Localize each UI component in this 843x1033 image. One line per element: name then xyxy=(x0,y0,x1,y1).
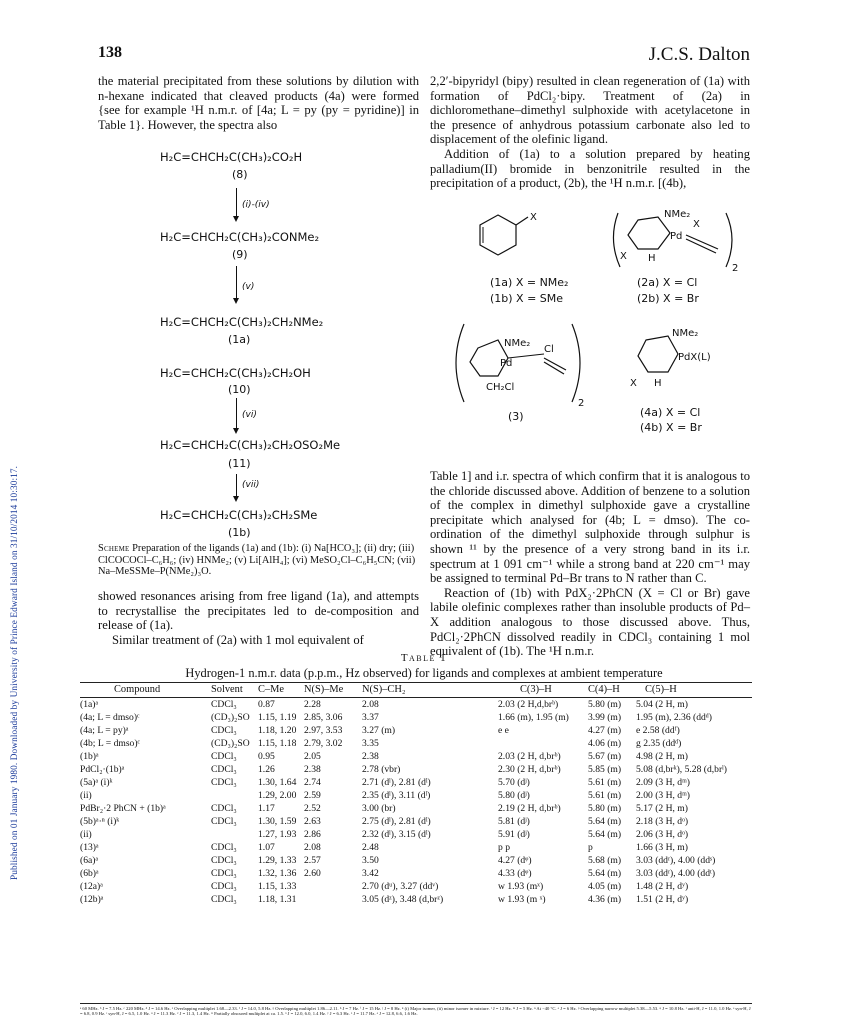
compound-9-formula: H₂C=CHCH₂C(CH₃)₂CONMe₂ xyxy=(160,230,320,244)
structure-2-drawing xyxy=(608,205,748,275)
structure-2-atom-2: 2 xyxy=(732,263,739,274)
scheme-caption-text: Preparation of the ligands (1a) and (1b): (i) Na[HCO₃]; (ii) dry; (iii) ClCOCOCl–C₆H₆; (iv) HNMe₂; (v) Li[AlH₄]; (vi) MeSO₂Cl–C₆H₅CN; (vii) Na–MeSSMe–P(NMe₂)₃O. xyxy=(98,543,416,578)
table-cell: (CD₃)₂SO xyxy=(211,712,250,723)
compound-8-formula: H₂C=CHCH₂C(CH₃)₂CO₂H xyxy=(160,150,303,164)
table-cell: (4a; L = py)ᵃ xyxy=(80,725,129,736)
table-rule-bottom xyxy=(80,1003,752,1004)
scheme-step-4: (vii) xyxy=(242,480,260,490)
structure-4-atom-pdxl: PdX(L) xyxy=(678,352,711,363)
structure-2-bracket-right xyxy=(726,213,732,267)
table-cell: 1.48 (2 H, dʸ) xyxy=(636,881,689,892)
structure-2-label-b: (2b) X = Br xyxy=(637,292,699,305)
structure-2-atom-h: H xyxy=(648,253,656,264)
scheme-caption xyxy=(98,543,419,578)
compound-10-formula: H₂C=CHCH₂C(CH₃)₂CH₂OH xyxy=(160,366,311,380)
col-header-n-ch2: N(S)–CH₂ xyxy=(362,684,406,695)
scheme-step-2: (v) xyxy=(242,282,255,292)
table-cell: 3.00 (br) xyxy=(362,803,396,814)
structure-1-bond xyxy=(516,217,528,225)
table-row xyxy=(80,713,752,723)
table-row xyxy=(80,895,752,905)
table-cell: p p xyxy=(498,842,510,853)
structure-2-atom-nme2: NMe₂ xyxy=(664,209,691,220)
table-cell: (CD₃)₂SO xyxy=(211,738,250,749)
structure-2-atom-x-bridge: X xyxy=(693,219,700,230)
structure-3-atom-pd: Pd xyxy=(500,358,513,369)
table-row xyxy=(80,830,752,840)
table-cell: CDCl₃ xyxy=(211,699,237,710)
table-cell: 5.17 (2 H, m) xyxy=(636,803,688,814)
table-cell: 1.15, 1.19 xyxy=(258,712,297,723)
structure-3-atom-ch2cl: CH₂Cl xyxy=(486,382,515,393)
right-paragraph-4: Reaction of (1b) with PdX₂·2PhCN (X = Cl or Br) gave labile olefinic complexes rather than insoluble products of Pd–X addition analogous to those discussed above. Thus, PdCl₂·2PhCN dissolved readily in CDCl₃ containing 1 mol equivalent of (1b). The ¹H n.m.r. xyxy=(430,585,750,659)
table-cell: 5.80 (m) xyxy=(588,803,622,814)
structure-4-atom-h: H xyxy=(654,378,662,389)
table-cell: 5.91 (dʲ) xyxy=(498,829,530,840)
table-cell: 5.04 (2 H, m) xyxy=(636,699,688,710)
table-cell: 3.27 (m) xyxy=(362,725,396,736)
table-cell: (4a; L = dmso)ᶜ xyxy=(80,712,140,723)
table-row xyxy=(80,726,752,736)
table-cell: 2.75 (dˡ), 2.81 (dˡ) xyxy=(362,816,431,827)
right-paragraph-3: Table 1] and i.r. spectra of which confirm that it is analogous to the chloride discussed above. Addition of benzene to a solution of the complex in dimethyl sulphoxide gave a crystalline precipitate which analysed for (4b; L = dmso). The co-ordination of the dimethyl sulphoxide through sulphur is shown ¹¹ by the presence of a very strong band in its i.r. spectrum at 1 091 cm⁻¹ while a strong band at 220 cm⁻¹ may be assigned to terminal Pd–Br trans to N rather than C. xyxy=(430,469,750,586)
structure-1-label-b: (1b) X = SMe xyxy=(490,292,564,305)
table-cell: (6b)ᵃ xyxy=(80,868,99,879)
table-cell: 1.15, 1.18 xyxy=(258,738,297,749)
table-cell: 2.19 (2 H, d,brᵇ) xyxy=(498,803,561,814)
scheme-arrow-2 xyxy=(236,266,237,302)
table-cell: 3.35 xyxy=(362,738,379,749)
structure-4-atom-nme2: NMe₂ xyxy=(672,328,699,339)
table-cell: 5.81 (dʲ) xyxy=(498,816,530,827)
table-cell: 1.29, 1.33 xyxy=(258,855,297,866)
table-row xyxy=(80,778,752,788)
table-cell: 2.09 (3 H, dᵐ) xyxy=(636,777,690,788)
page-header xyxy=(98,44,750,68)
table-cell: CDCl₃ xyxy=(211,803,237,814)
structure-3-drawing xyxy=(448,318,598,408)
table-cell: 5.80 (dʲ) xyxy=(498,790,530,801)
table-cell: CDCl₃ xyxy=(211,816,237,827)
table-cell: 1.17 xyxy=(258,803,275,814)
table-cell: 2.59 xyxy=(304,790,321,801)
table-cell: CDCl₃ xyxy=(211,751,237,762)
table-cell: 2.57 xyxy=(304,855,321,866)
table-cell: (13)ᵃ xyxy=(80,842,99,853)
table-cell: 5.64 (m) xyxy=(588,868,622,879)
table-cell: 2.03 (2 H, d,brᵇ) xyxy=(498,751,561,762)
table-cell: e e xyxy=(498,725,509,736)
table-cell: CDCl₃ xyxy=(211,881,237,892)
structure-4-drawing xyxy=(620,320,740,400)
table-cell: 1.18, 1.20 xyxy=(258,725,297,736)
table-cell: 2.35 (dˡ), 3.11 (dˡ) xyxy=(362,790,431,801)
table-cell: (1a)ᵃ xyxy=(80,699,99,710)
table-cell: CDCl₃ xyxy=(211,855,237,866)
download-note xyxy=(2,60,20,880)
table-cell: 5.61 (m) xyxy=(588,790,622,801)
table-cell: 2.86 xyxy=(304,829,321,840)
table-row xyxy=(80,765,752,775)
table-rule-head xyxy=(80,697,752,698)
col-header-c3-h: C(3)–H xyxy=(520,684,552,695)
table-cell: (ii) xyxy=(80,829,92,840)
scheme-step-3: (vi) xyxy=(242,410,257,420)
table-cell: 5.68 (m) xyxy=(588,855,622,866)
table-cell: CDCl₃ xyxy=(211,764,237,775)
table-cell: (12a)ᵃ xyxy=(80,881,103,892)
left-paragraph-2: showed resonances arising from free ligand (1a), and attempts to recrystallise the precipitates led to de-composition and release of (1a). xyxy=(98,589,419,633)
table-title: Table 1 xyxy=(400,652,448,664)
table-cell: 4.33 (dᵠ) xyxy=(498,868,532,879)
col-header-c-me: C–Me xyxy=(258,684,284,695)
table-cell: 1.30, 1.64 xyxy=(258,777,297,788)
structure-4-label-a: (4a) X = Cl xyxy=(640,406,701,419)
structure-3-cl-bond xyxy=(508,354,544,358)
table-cell: 2.85, 3.06 xyxy=(304,712,343,723)
table-cell: 3.42 xyxy=(362,868,379,879)
structure-2-atom-x: X xyxy=(620,251,627,262)
left-column-bottom xyxy=(98,589,419,647)
table-cell: 1.95 (m), 2.36 (ddᵈ) xyxy=(636,712,712,723)
table-row xyxy=(80,791,752,801)
col-header-n-me: N(S)–Me xyxy=(304,684,344,695)
table-cell: 1.51 (2 H, dʸ) xyxy=(636,894,689,905)
table-cell: CDCl₃ xyxy=(211,842,237,853)
table-cell: 0.95 xyxy=(258,751,275,762)
table-cell: w 1.93 (m ˣ) xyxy=(498,894,546,905)
table-cell: 2.63 xyxy=(304,816,321,827)
table-cell: (12b)ᵃ xyxy=(80,894,104,905)
table-row xyxy=(80,869,752,879)
table-cell: CDCl₃ xyxy=(211,868,237,879)
table-row xyxy=(80,856,752,866)
table-cell: 2.30 (2 H, d,brᵇ) xyxy=(498,764,561,775)
table-cell: (4b; L = dmso)ᶜ xyxy=(80,738,141,749)
right-column-top xyxy=(430,74,750,191)
table-cell: CDCl₃ xyxy=(211,725,237,736)
table-cell: 3.37 xyxy=(362,712,379,723)
table-cell: 4.27 (dᵠ) xyxy=(498,855,532,866)
table-cell: e 2.58 (ddᶠ) xyxy=(636,725,680,736)
table-cell: (1b)ᵃ xyxy=(80,751,99,762)
page-number: 138 xyxy=(98,44,122,61)
table-cell: 2.79, 3.02 xyxy=(304,738,343,749)
col-header-c5-h: C(5)–H xyxy=(645,684,677,695)
table-cell: PdCl₂·(1b)ᵃ xyxy=(80,764,125,775)
table-row xyxy=(80,752,752,762)
table-cell: 2.28 xyxy=(304,699,321,710)
table-cell: 2.32 (dˡ), 3.15 (dˡ) xyxy=(362,829,431,840)
table-cell: 5.80 (m) xyxy=(588,699,622,710)
table-cell: 3.03 (ddʳ), 4.00 (ddᵗ) xyxy=(636,868,716,879)
structure-1-label-a: (1a) X = NMe₂ xyxy=(490,276,569,289)
structure-4-label-b: (4b) X = Br xyxy=(640,421,702,434)
table-cell: 5.64 (m) xyxy=(588,816,622,827)
table-cell: 1.07 xyxy=(258,842,275,853)
table-cell: 1.18, 1.31 xyxy=(258,894,297,905)
table-cell: 5.61 (m) xyxy=(588,777,622,788)
structure-3-atom-nme2: NMe₂ xyxy=(504,338,531,349)
right-column-bottom xyxy=(430,469,750,659)
table-cell: 5.64 (m) xyxy=(588,829,622,840)
table-cell: 2.70 (dᵘ), 3.27 (ddᵛ) xyxy=(362,881,439,892)
col-header-c4-h: C(4)–H xyxy=(588,684,620,695)
table-cell: p xyxy=(588,842,593,853)
left-column-top xyxy=(98,74,419,132)
compound-11-label: (11) xyxy=(228,457,251,470)
compound-1a-label: (1a) xyxy=(228,333,251,346)
left-paragraph-1: the material precipitated from these solutions by dilution with n-hexane indicated that cleaved products (4a) were formed {see for example ¹H n.m.r. of [4a; L = py (py = pyridine)] in Table 1}. However, the spectra also xyxy=(98,74,419,132)
table-cell: 2.08 xyxy=(304,842,321,853)
table-cell: 5.67 (m) xyxy=(588,751,622,762)
table-cell: 2.71 (dˡ), 2.81 (dˡ) xyxy=(362,777,431,788)
table-cell: 1.30, 1.59 xyxy=(258,816,297,827)
table-cell: 2.78 (vbr) xyxy=(362,764,401,775)
structure-2-atom-pd: Pd xyxy=(670,231,683,242)
compound-8-label: (8) xyxy=(232,168,248,181)
scheme-arrow-1 xyxy=(236,188,237,220)
table-cell: (ii) xyxy=(80,790,92,801)
scheme-caption-head: Scheme xyxy=(98,543,130,554)
table-rule-top xyxy=(80,682,752,683)
table-cell: 0.87 xyxy=(258,699,275,710)
col-header-solvent: Solvent xyxy=(211,684,243,695)
table-cell: 4.98 (2 H, m) xyxy=(636,751,688,762)
table-cell: 5.08 (d,brᵏ), 5.28 (d,brˡ) xyxy=(636,764,727,775)
table-cell: 1.26 xyxy=(258,764,275,775)
table-row xyxy=(80,882,752,892)
table-cell: 1.15, 1.33 xyxy=(258,881,297,892)
structure-2-ring xyxy=(628,217,670,249)
table-cell: 2.00 (3 H, dᵐ) xyxy=(636,790,690,801)
table-cell: 4.36 (m) xyxy=(588,894,622,905)
structure-3-atom-2: 2 xyxy=(578,398,585,409)
journal-name: J.C.S. Dalton xyxy=(648,44,750,65)
compound-1a-formula: H₂C=CHCH₂C(CH₃)₂CH₂NMe₂ xyxy=(160,315,324,329)
download-note-text: Published on 01 January 1980. Downloaded by University of Prince Edward Island on 31/10/2014 10:30:17. xyxy=(10,465,20,880)
structure-4-atom-x: X xyxy=(630,378,637,389)
table-cell: 3.50 xyxy=(362,855,379,866)
table-cell: CDCl₃ xyxy=(211,777,237,788)
table-cell: 2.38 xyxy=(304,764,321,775)
table-cell: 2.48 xyxy=(362,842,379,853)
table-cell: 4.05 (m) xyxy=(588,881,622,892)
left-paragraph-3: Similar treatment of (2a) with 1 mol equivalent of xyxy=(112,632,364,647)
table-cell: CDCl₃ xyxy=(211,894,237,905)
table-cell: 1.27, 1.93 xyxy=(258,829,297,840)
table-cell: 3.99 (m) xyxy=(588,712,622,723)
table-footnotes: ᵃ 60 MHz. ᵇ J = 7.5 Hz. ᶜ 220 MHz. ᵈ J = 14.6 Hz. ᵉ Overlapping multiplet 1.68—2.33. ᶠ J = 14.0, 5.8 Hz. ᵍ Overlapping multiplet 1.86—2.11. ʰ J = 7 Hz. ⁱ J = 15 Hz. ʲ J = 8 Hz. ᵏ (i) Major isomer, (ii) minor isomer in mixture. ˡ J = 12 Hz. ᵐ J = 5 Hz. ⁿ At −40 °C. ᵒ J = 6 Hz. ᵖ Overlapping narrow multiplet 5.38—5.53. ᵠ J = 10.8 Hz. ʳ anti-H, J = 11.0, 1.0 Hz. ˢ syn-H, J = 6.8, 0.9 Hz. ᵗ syn-H, J = 6.5, 1.0 Hz. ᵘ J = 11.3 Hz. ᵛ J = 11.3, 1.4 Hz. ʷ Partially obscured multiplet at ca. 1.5. ˣ J = 12.0, 6.0, 1.4 Hz. ʸ J = 6.3 Hz. ᶻ J = 11.7 Hz. ᵃ J = 12.8, 6.6, 1.6 Hz. xyxy=(80,1006,751,1017)
right-paragraph-2: Addition of (1a) to a solution prepared by heating palladium(II) bromide in benzonitrile resulted in the precipitation of a product, (2b), the ¹H n.m.r. [(4b), xyxy=(430,146,750,191)
table-cell: PdBr₂·2 PhCN + (1b)ᵃ xyxy=(80,803,166,814)
structure-1-ring xyxy=(480,215,516,255)
table-cell: w 1.93 (mˣ) xyxy=(498,881,544,892)
structure-3-atom-cl: Cl xyxy=(544,344,554,355)
structure-3-bracket-left xyxy=(456,324,464,402)
table-cell: 2.03 (2 H,d,brᵇ) xyxy=(498,699,559,710)
compound-9-label: (9) xyxy=(232,248,248,261)
table-cell: 2.38 xyxy=(362,751,379,762)
scheme-step-1: (i)-(iv) xyxy=(242,200,270,210)
table-cell: (5a)ᵃ (i)ᵏ xyxy=(80,777,113,788)
col-header-compound: Compound xyxy=(114,684,161,695)
table-cell: 4.06 (m) xyxy=(588,738,622,749)
table-cell: 2.06 (3 H, dᵒ) xyxy=(636,829,689,840)
table-cell: 5.85 (m) xyxy=(588,764,622,775)
table-row xyxy=(80,817,752,827)
table-cell: 2.60 xyxy=(304,868,321,879)
structure-1-drawing xyxy=(468,205,558,265)
table-cell: 1.29, 2.00 xyxy=(258,790,297,801)
table-row xyxy=(80,700,752,710)
table-row xyxy=(80,843,752,853)
scheme-arrow-4 xyxy=(236,474,237,500)
table-cell: 2.18 (3 H, dᵒ) xyxy=(636,816,689,827)
table-cell: 1.66 (m), 1.95 (m) xyxy=(498,712,569,723)
table-cell: g 2.35 (ddᵈ) xyxy=(636,738,682,749)
structure-1-sub: X xyxy=(530,212,537,223)
structure-4-ring xyxy=(638,336,678,372)
table-cell: 5.70 (dʲ) xyxy=(498,777,530,788)
table-cell: 3.03 (ddʳ), 4.00 (ddˢ) xyxy=(636,855,716,866)
scheme-arrow-3 xyxy=(236,398,237,432)
compound-10-label: (10) xyxy=(228,383,251,396)
table-cell: 1.32, 1.36 xyxy=(258,868,297,879)
table-cell: 2.05 xyxy=(304,751,321,762)
right-paragraph-1: 2,2′-bipyridyl (bipy) resulted in clean regeneration of (1a) with formation of PdCl₂·bipy. Treatment of (2a) in dichloromethane–dimethyl sulphoxide with acetylacetone in the presence of anhydrous potassium carbonate also led to displacement of the olefinic ligand. xyxy=(430,74,750,147)
table-cell: 2.74 xyxy=(304,777,321,788)
table-header-row xyxy=(80,685,752,695)
table-row xyxy=(80,739,752,749)
table-caption: Hydrogen-1 n.m.r. data (p.p.m., Hz observed) for ligands and complexes at ambient temperature xyxy=(185,666,663,680)
structure-3-bracket-right xyxy=(572,324,580,402)
table-row xyxy=(80,804,752,814)
structure-2-label-a: (2a) X = Cl xyxy=(637,276,698,289)
table-cell: 1.66 (3 H, m) xyxy=(636,842,688,853)
compound-1b-formula: H₂C=CHCH₂C(CH₃)₂CH₂SMe xyxy=(160,508,318,522)
structure-3-label: (3) xyxy=(508,410,524,423)
compound-11-formula: H₂C=CHCH₂C(CH₃)₂CH₂OSO₂Me xyxy=(160,438,341,452)
table-cell: (5b)ᵃ·ⁿ (i)ᵏ xyxy=(80,816,120,827)
table-cell: 2.52 xyxy=(304,803,321,814)
table-cell: (6a)ᵃ xyxy=(80,855,99,866)
table-cell: 3.05 (dᶻ), 3.48 (d,brᶻ) xyxy=(362,894,444,905)
table-cell: 4.27 (m) xyxy=(588,725,622,736)
compound-1b-label: (1b) xyxy=(228,526,251,539)
table-cell: 2.08 xyxy=(362,699,379,710)
table-cell: 2.97, 3.53 xyxy=(304,725,343,736)
